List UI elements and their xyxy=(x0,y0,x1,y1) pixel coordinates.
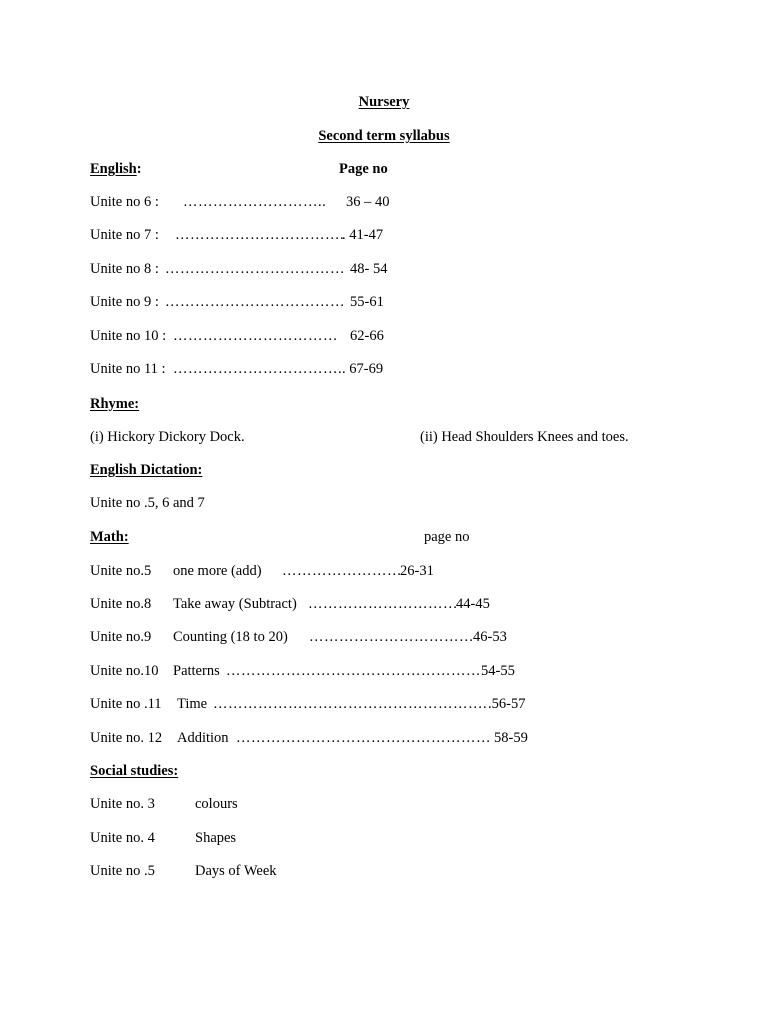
math-unit-dots: ………………………… xyxy=(308,596,458,612)
english-unit-label: Unite no 10 : xyxy=(90,328,167,344)
math-unit-pages: 44-45 xyxy=(456,596,490,612)
english-unit-label: Unite no 9 : xyxy=(90,294,159,310)
math-unit-pages: 46-53 xyxy=(473,629,507,645)
document-subtitle: Second term syllabus xyxy=(318,128,450,144)
social-unit-label: Unite no. 3 xyxy=(90,796,155,812)
math-unit-topic: Take away (Subtract) xyxy=(173,596,297,612)
math-unit-topic: one more (add) xyxy=(173,563,262,579)
dictation-heading: English Dictation: xyxy=(90,462,203,478)
math-unit-label: Unite no.5 xyxy=(90,563,152,579)
dictation-text: Unite no .5, 6 and 7 xyxy=(90,495,205,511)
english-page-no-label: Page no xyxy=(339,161,388,177)
social-unit-topic: Shapes xyxy=(195,830,237,846)
math-unit-topic: Time xyxy=(177,696,208,712)
social-studies-heading: Social studies: xyxy=(90,763,179,779)
english-unit-dots: ……………………….. xyxy=(183,194,327,210)
rhyme-heading: Rhyme: xyxy=(90,396,140,412)
english-unit-label: Unite no 7 : xyxy=(90,227,159,243)
english-unit-dots: ……………………………… xyxy=(165,294,345,310)
math-unit-topic: Counting (18 to 20) xyxy=(173,629,288,645)
math-unit-label: Unite no.8 xyxy=(90,596,152,612)
math-heading: Math: xyxy=(90,529,129,545)
english-unit-dots: ……………………………. xyxy=(175,227,345,243)
math-unit-label: Unite no .11 xyxy=(90,696,162,712)
rhyme-item: (ii) Head Shoulders Knees and toes. xyxy=(420,429,629,445)
english-heading-colon: : xyxy=(136,161,142,177)
math-unit-topic: Addition xyxy=(177,730,229,746)
english-unit-label: Unite no 8 : xyxy=(90,261,159,277)
english-heading: English xyxy=(90,161,137,177)
english-unit-pages: 48- 54 xyxy=(350,261,388,277)
math-unit-dots: ………………………………………………. xyxy=(213,696,488,712)
math-unit-pages: .56-57 xyxy=(488,696,526,712)
english-unit-dots: …………………………… xyxy=(173,328,338,344)
math-unit-topic: Patterns xyxy=(173,663,220,679)
math-unit-pages: 26-31 xyxy=(400,563,434,579)
english-unit-pages: . 67-69 xyxy=(342,361,384,377)
math-unit-label: Unite no.9 xyxy=(90,629,152,645)
english-unit-dots: ……………………………. xyxy=(173,361,343,377)
math-unit-label: Unite no.10 xyxy=(90,663,159,679)
social-unit-topic: colours xyxy=(195,796,238,812)
social-unit-label: Unite no .5 xyxy=(90,863,155,879)
english-unit-pages: 36 – 40 xyxy=(346,194,390,210)
math-unit-pages: 58-59 xyxy=(494,730,528,746)
math-unit-dots: …………………………………………… xyxy=(236,730,491,746)
document-title: Nursery xyxy=(358,94,410,110)
math-unit-pages: 54-55 xyxy=(481,663,515,679)
english-unit-dots: ……………………………… xyxy=(165,261,345,277)
social-unit-topic: Days of Week xyxy=(195,863,277,879)
social-unit-label: Unite no. 4 xyxy=(90,830,155,846)
english-unit-pages: 62-66 xyxy=(350,328,384,344)
math-unit-dots: …………………… xyxy=(282,563,402,579)
rhyme-item: (i) Hickory Dickory Dock. xyxy=(90,429,245,445)
math-page-no-label: page no xyxy=(424,529,470,545)
english-unit-label: Unite no 6 : xyxy=(90,194,159,210)
english-unit-label: Unite no 11 : xyxy=(90,361,166,377)
math-unit-dots: …………………………… xyxy=(309,629,474,645)
math-unit-dots: …………………………………………… xyxy=(226,663,481,679)
english-heading-row xyxy=(90,160,142,178)
english-unit-pages: . 41-47 xyxy=(342,227,384,243)
english-unit-pages: 55-61 xyxy=(350,294,384,310)
math-unit-label: Unite no. 12 xyxy=(90,730,163,746)
